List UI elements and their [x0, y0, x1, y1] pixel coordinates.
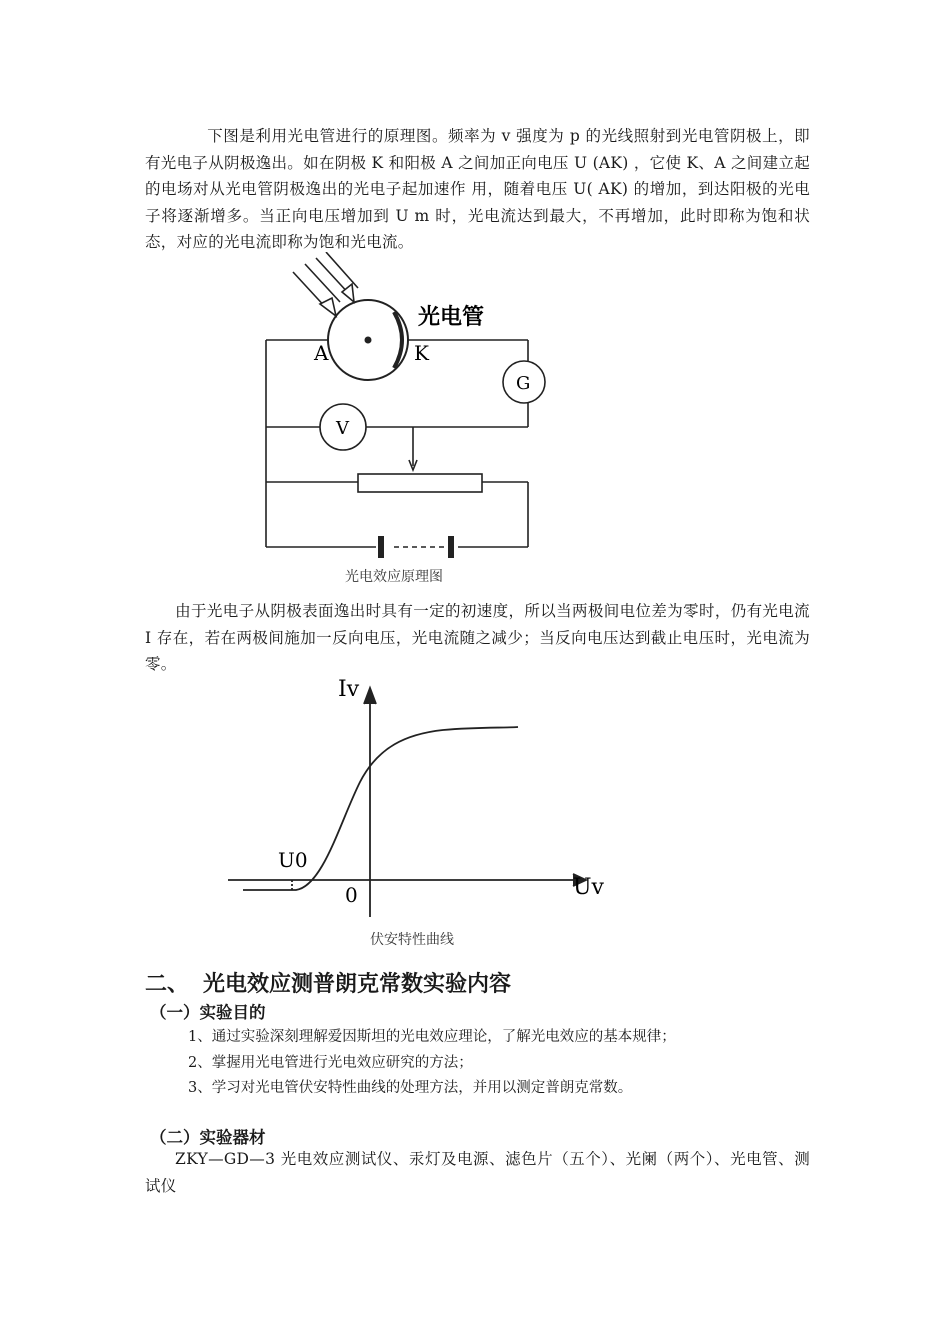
- equipment-paragraph: ZKY—GD—3 光电效应测试仪、汞灯及电源、滤色片（五个）、光阑（两个）、光电管、测试仪: [145, 1150, 810, 1195]
- reverse-voltage-paragraph: 由于光电子从阴极表面逸出时具有一定的初速度，所以当两极间电位差为零时，仍有光电流 I 存在，若在两极间施加一反向电压，光电流随之减少；当反向电压达到截止电压时，光电流为零。: [145, 602, 810, 673]
- intro-paragraph: 下图是利用光电管进行的原理图。频率为 v 强度为 p 的光线照射到光电管阴极上，即有光电子从阴极逸出。如在阴极 K 和阳极 A 之间加正向电压 U (AK) ，它使 K、A 之间建立起的电场对从光电管阴极逸出的光电子起加速作 用，随着电压 U( AK) 的增加，到达阳极的光电子将逐渐增多。当正向电压增加到 U m 时，光电流达到最大，不再增加，此时即称为饱和状态，对应的光电流即称为饱和光电流。: [145, 127, 810, 251]
- y-axis-label: Iv: [338, 677, 360, 702]
- section-heading: 二、 光电效应测普朗克常数实验内容: [145, 972, 512, 997]
- circuit-caption: 光电效应原理图: [345, 569, 443, 585]
- tube-label: 光电管: [418, 304, 485, 330]
- u0-label: U0: [278, 848, 308, 872]
- iv-curve-caption: 伏安特性曲线: [370, 932, 454, 948]
- origin-label: 0: [345, 883, 358, 907]
- cathode-label: K: [414, 341, 429, 365]
- anode-label: A: [314, 341, 329, 365]
- voltmeter-label: V: [336, 418, 349, 439]
- iv-curve-figure: [228, 672, 618, 922]
- purpose-heading: （一）实验目的: [150, 1003, 266, 1022]
- galvanometer-label: G: [516, 373, 531, 394]
- purpose-item-1: 1、通过实验深刻理解爱因斯坦的光电效应理论，了解光电效应的基本规律；: [188, 1029, 676, 1045]
- circuit-diagram: [258, 252, 558, 562]
- purpose-item-3: 3、学习对光电管伏安特性曲线的处理方法，并用以测定普朗克常数。: [188, 1080, 633, 1096]
- equipment-heading: （二）实验器材: [150, 1128, 266, 1147]
- x-axis-label: Uv: [573, 875, 604, 900]
- purpose-item-2: 2、掌握用光电管进行光电效应研究的方法；: [188, 1055, 473, 1071]
